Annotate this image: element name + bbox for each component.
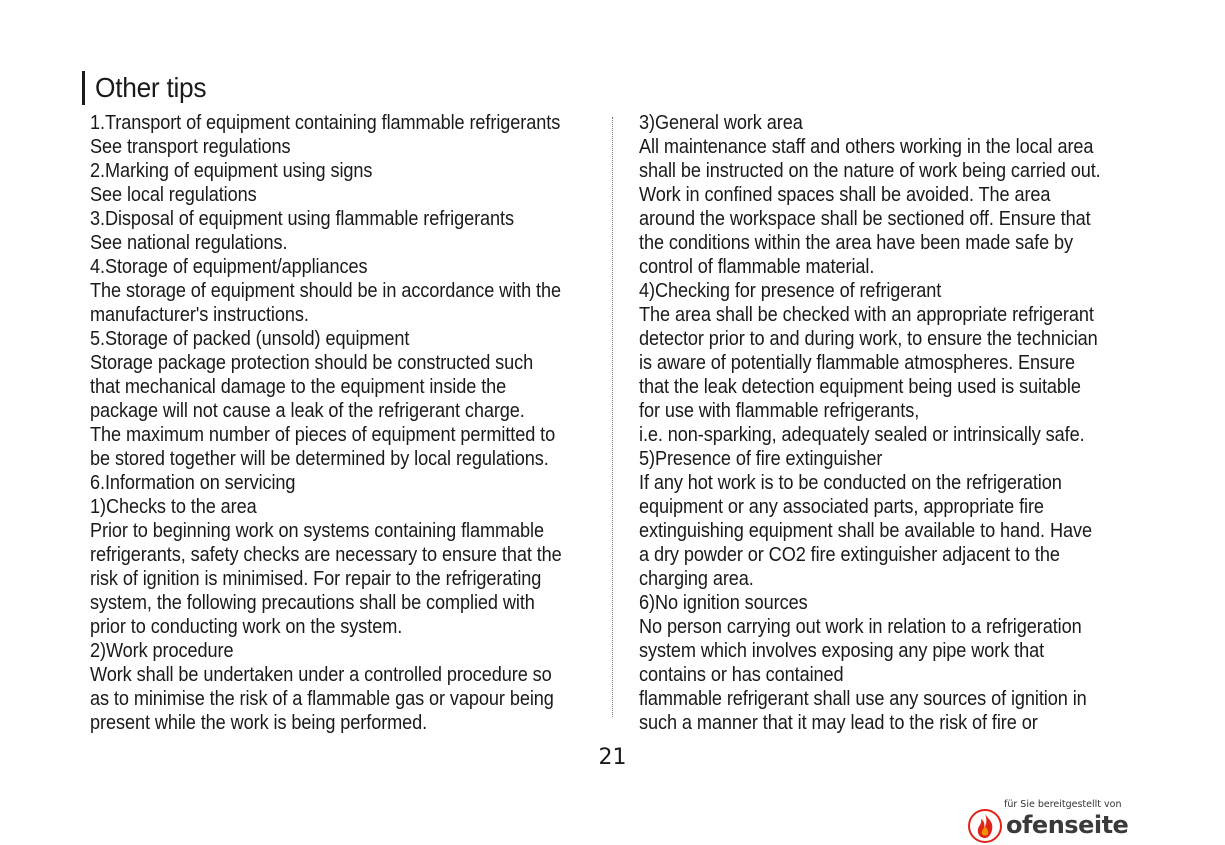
text-line: The area shall be checked with an appropriate refrigerant — [639, 303, 1094, 326]
text-line: 3)General work area — [639, 111, 803, 134]
text-line: for use with flammable refrigerants, — [639, 399, 920, 422]
text-line: See national regulations. — [90, 231, 288, 254]
text-line: present while the work is being performed. — [90, 711, 428, 734]
text-line: Prior to beginning work on systems containing flammable — [90, 519, 544, 542]
text-line: 5)Presence of fire extinguisher — [639, 447, 883, 470]
text-line: be stored together will be determined by local regulations. — [90, 447, 549, 470]
brand-name: ofenseite — [1006, 811, 1129, 839]
text-line: 1)Checks to the area — [90, 495, 257, 518]
text-line: is aware of potentially flammable atmospheres. Ensure — [639, 351, 1075, 374]
text-line: such a manner that it may lead to the risk of fire or — [639, 711, 1038, 734]
text-line: detector prior to and during work, to ensure the technician — [639, 327, 1098, 350]
page-title: Other tips — [95, 72, 207, 103]
text-line: a dry powder or CO2 fire extinguisher adjacent to the — [639, 543, 1060, 566]
text-line: refrigerants, safety checks are necessary to ensure that the — [90, 543, 562, 566]
brand-caption: für Sie bereitgestellt von — [1004, 799, 1122, 810]
text-line: that the leak detection equipment being used is suitable — [639, 375, 1081, 398]
text-line: Work shall be undertaken under a controlled procedure so — [90, 663, 552, 686]
page-number: 21 — [598, 745, 627, 770]
text-line: See local regulations — [90, 183, 257, 206]
text-line: extinguishing equipment shall be available to hand. Have — [639, 519, 1092, 542]
column-divider — [612, 117, 613, 717]
text-line: Work in confined spaces shall be avoided. The area — [639, 183, 1051, 206]
text-line: the conditions within the area have been made safe by — [639, 231, 1074, 254]
brand-watermark[interactable] — [968, 797, 1129, 845]
right-column — [639, 111, 1159, 735]
text-line: system which involves exposing any pipe work that — [639, 639, 1045, 662]
text-line: manufacturer's instructions. — [90, 303, 309, 326]
text-line: system, the following precautions shall be complied with — [90, 591, 535, 614]
text-line: shall be instructed on the nature of work being carried out. — [639, 159, 1101, 182]
text-line: If any hot work is to be conducted on the refrigeration — [639, 471, 1062, 494]
text-line: All maintenance staff and others working in the local area — [639, 135, 1094, 158]
text-line: 2)Work procedure — [90, 639, 234, 662]
text-line: No person carrying out work in relation to a refrigeration — [639, 615, 1082, 638]
text-line: prior to conducting work on the system. — [90, 615, 403, 638]
text-line: control of flammable material. — [639, 255, 875, 278]
text-line: charging area. — [639, 567, 754, 590]
text-line: 6.Information on servicing — [90, 471, 296, 494]
text-line: 1.Transport of equipment containing flammable refrigerants — [90, 111, 561, 134]
text-line: The storage of equipment should be in accordance with the — [90, 279, 561, 302]
text-line: 6)No ignition sources — [639, 591, 808, 614]
text-line: 4)Checking for presence of refrigerant — [639, 279, 942, 302]
text-line: as to minimise the risk of a flammable gas or vapour being — [90, 687, 554, 710]
text-line: flammable refrigerant shall use any sources of ignition in — [639, 687, 1087, 710]
text-line: Storage package protection should be constructed such — [90, 351, 534, 374]
text-line: risk of ignition is minimised. For repair to the refrigerating — [90, 567, 542, 590]
left-column — [90, 111, 612, 735]
text-line: equipment or any associated parts, appropriate fire — [639, 495, 1044, 518]
text-line: 4.Storage of equipment/appliances — [90, 255, 368, 278]
text-line: See transport regulations — [90, 135, 291, 158]
heading-accent-bar — [82, 71, 85, 105]
text-line: that mechanical damage to the equipment inside the — [90, 375, 507, 398]
text-line: contains or has contained — [639, 663, 844, 686]
text-line: around the workspace shall be sectioned off. Ensure that — [639, 207, 1091, 230]
text-line: 3.Disposal of equipment using flammable refrigerants — [90, 207, 514, 230]
text-line: i.e. non-sparking, adequately sealed or intrinsically safe. — [639, 423, 1085, 446]
text-line: 5.Storage of packed (unsold) equipment — [90, 327, 410, 350]
text-line: 2.Marking of equipment using signs — [90, 159, 373, 182]
text-line: package will not cause a leak of the refrigerant charge. — [90, 399, 525, 422]
flame-logo-icon — [968, 809, 1002, 843]
section-heading — [82, 70, 213, 106]
text-line: The maximum number of pieces of equipment permitted to — [90, 423, 556, 446]
